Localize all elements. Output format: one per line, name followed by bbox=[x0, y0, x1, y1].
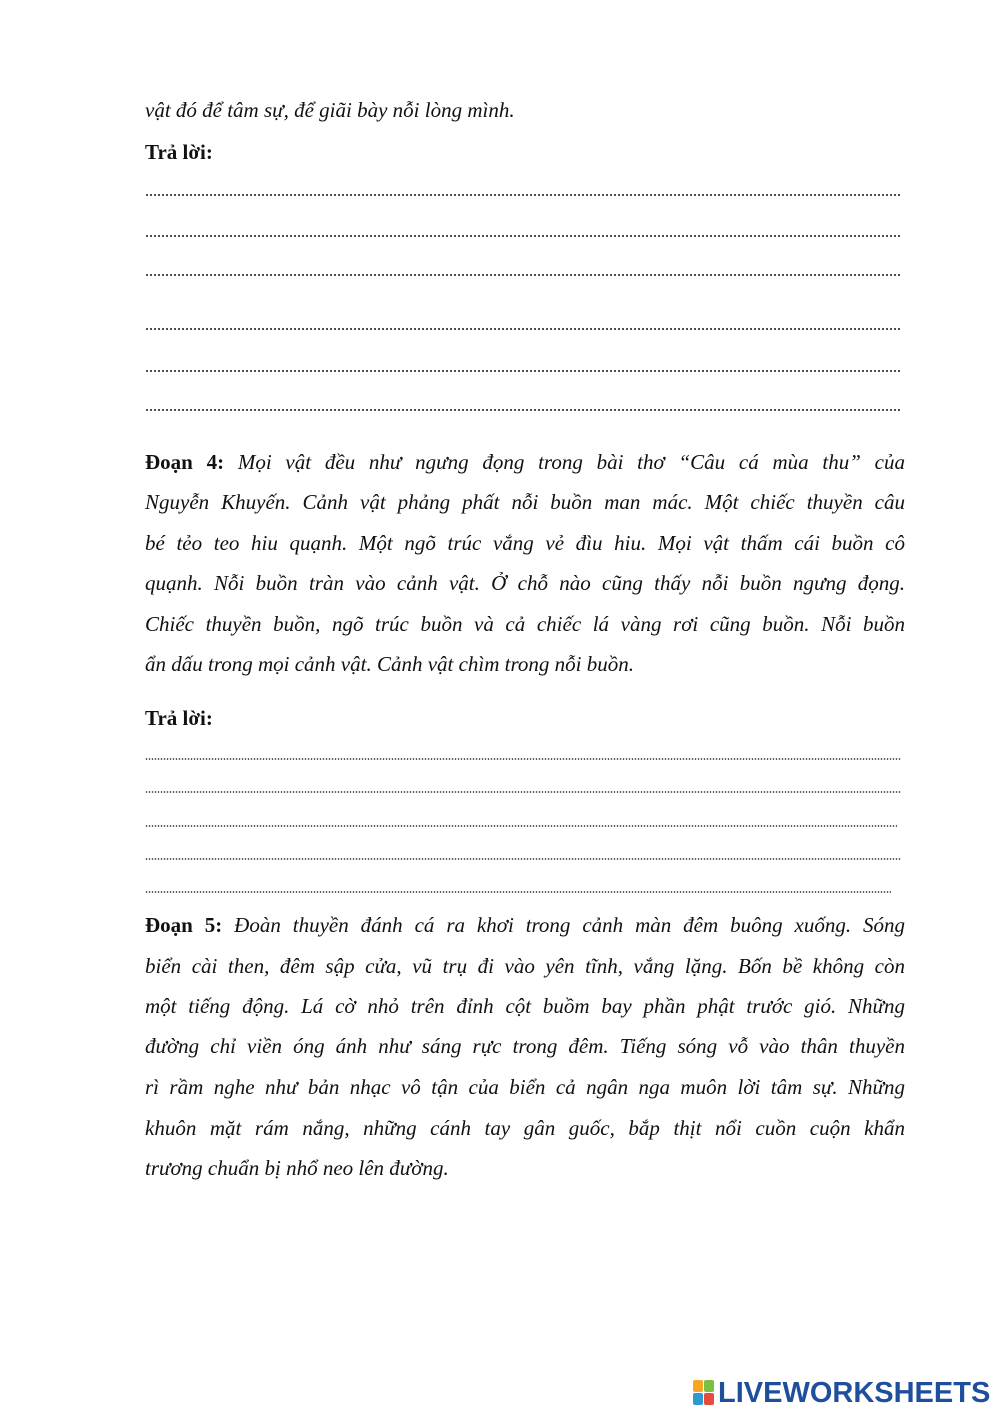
answer-line[interactable] bbox=[145, 409, 901, 411]
liveworksheets-logo bbox=[693, 1376, 990, 1410]
paragraph-5-line: trương chuẩn bị nhổ neo lên đường. bbox=[145, 1156, 449, 1180]
paragraph-4-line: Nguyễn Khuyến. Cảnh vật phảng phất nỗi buồn man mác. Một chiếc thuyền câu bbox=[145, 490, 905, 514]
logo-text: LIVEWORKSHEETS bbox=[718, 1376, 991, 1409]
answer-line[interactable] bbox=[145, 274, 901, 276]
paragraph-4-line: Chiếc thuyền buồn, ngõ trúc buồn và cả chiếc lá vàng rơi cũng buồn. Nỗi buồn bbox=[145, 612, 905, 636]
answer-line[interactable] bbox=[145, 328, 901, 330]
paragraph-5-lead: Đoạn 5: bbox=[145, 913, 223, 937]
paragraph-5-line: rì rầm nghe như bản nhạc vô tận của biển cả ngân nga muôn lời tâm sự. Những bbox=[145, 1075, 905, 1099]
paragraph-4-line: quạnh. Nỗi buồn tràn vào cảnh vật. Ở chỗ nào cũng thấy nỗi buồn ngưng đọng. bbox=[145, 571, 905, 595]
answer-line[interactable] bbox=[145, 858, 901, 860]
answer-line[interactable] bbox=[145, 791, 901, 793]
paragraph-4-line: Đoạn 4: Mọi vật đều như ngưng đọng trong bài thơ “Câu cá mùa thu” của bbox=[145, 450, 905, 474]
answer-line[interactable] bbox=[145, 235, 901, 237]
paragraph-5-line: khuôn mặt rám nắng, những cánh tay gân guốc, bắp thịt nổi cuồn cuộn khẩn bbox=[145, 1116, 905, 1140]
paragraph-4-lead: Đoạn 4: bbox=[145, 450, 225, 474]
paragraph-4-line: bé tẻo teo hiu quạnh. Một ngõ trúc vắng vẻ đìu hiu. Mọi vật thấm cái buồn cô bbox=[145, 531, 905, 555]
liveworksheets-logo-icon bbox=[693, 1380, 715, 1406]
answer-line[interactable] bbox=[145, 825, 897, 827]
answer-label-1: Trả lời: bbox=[145, 140, 213, 164]
paragraph-4-line: ẩn dấu trong mọi cảnh vật. Cảnh vật chìm trong nỗi buồn. bbox=[145, 652, 634, 676]
paragraph-5-line: một tiếng động. Lá cờ nhỏ trên đỉnh cột buồm bay phần phật trước gió. Những bbox=[145, 994, 905, 1018]
paragraph-5-line: đường chỉ viền óng ánh như sáng rực trong đêm. Tiếng sóng vỗ vào thân thuyền bbox=[145, 1034, 905, 1058]
intro-line: vật đó để tâm sự, để giãi bày nỗi lòng mình. bbox=[145, 98, 515, 122]
paragraph-5-line: biển cài then, đêm sập cửa, vũ trụ đi vào yên tĩnh, vắng lặng. Bốn bề không còn bbox=[145, 954, 905, 978]
answer-line[interactable] bbox=[145, 370, 901, 372]
answer-line[interactable] bbox=[145, 758, 901, 760]
answer-line[interactable] bbox=[145, 891, 891, 893]
answer-line[interactable] bbox=[145, 194, 901, 196]
answer-label-2: Trả lời: bbox=[145, 706, 213, 730]
paragraph-5-line: Đoạn 5: Đoàn thuyền đánh cá ra khơi trong cảnh màn đêm buông xuống. Sóng bbox=[145, 913, 905, 937]
